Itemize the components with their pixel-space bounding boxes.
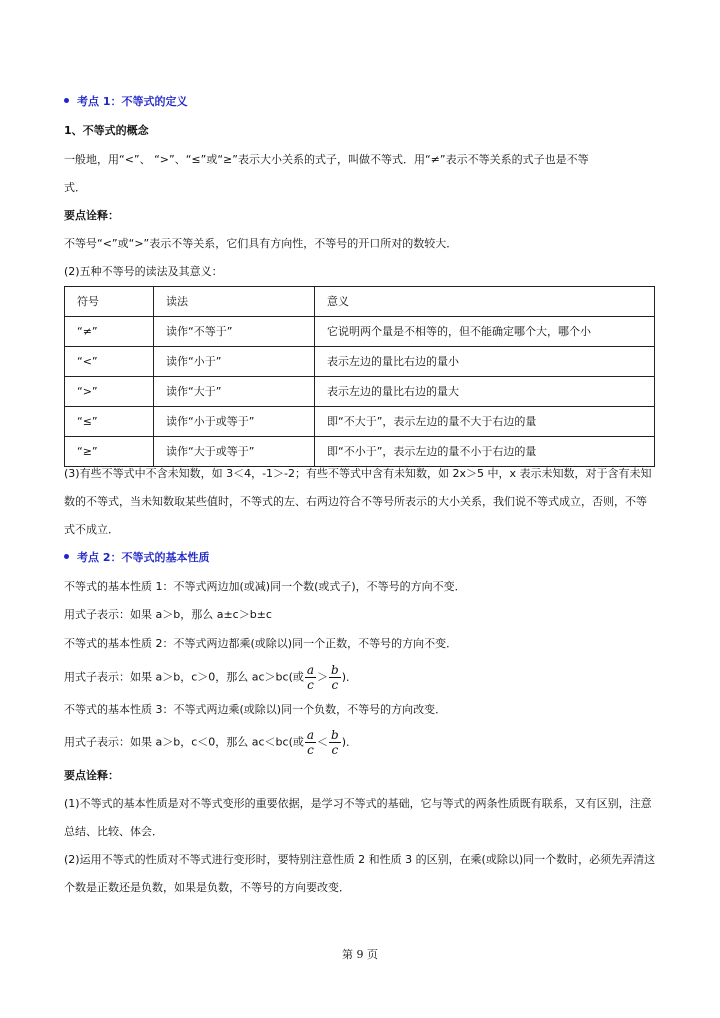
paragraph-3-line-3: 式不成立． (64, 523, 119, 536)
note-2-item-1-line-2: 总结、比较、体会． (64, 825, 163, 838)
table-header-cell: 意义 (315, 287, 655, 317)
note-2-item-1-line-1: (1)不等式的基本性质是对不等式变形的重要依据，是学习不等式的基础，它与等式的两条性质既有联系，又有区别，注意 (64, 797, 652, 810)
fraction-b-over-c: $\frac{b}{c}$ (331, 728, 339, 757)
table-cell-symbol: “≠” (65, 317, 154, 347)
table-cell-symbol: “≥” (65, 437, 154, 467)
note-2-heading: 要点诠释： (64, 769, 119, 782)
table-cell-reading: 读作“大于” (154, 377, 315, 407)
table-cell-meaning: 表示左边的量比右边的量小 (315, 347, 655, 377)
table-header-row (65, 287, 655, 317)
bullet-icon (64, 98, 69, 103)
definition-line-2: 式． (64, 181, 86, 194)
five-symbols-intro: (2)五种不等号的读法及其意义： (64, 265, 223, 278)
section-1-title: 1、不等式的概念 (64, 124, 149, 137)
table-cell-meaning: 即“不大于”，表示左边的量不大于右边的量 (315, 407, 655, 437)
table-header-cell: 读法 (154, 287, 315, 317)
fraction-a-over-c: $\frac{a}{c}$ (306, 728, 315, 757)
bullet-icon (64, 554, 69, 559)
note-2-item-2-line-2: 个数是正数还是负数，如果是负数，不等号的方向要改变． (64, 881, 350, 894)
table-cell-reading: 读作“小于或等于” (154, 407, 315, 437)
property-1-expression: 用式子表示：如果 a＞b，那么 a±c＞b±c (64, 608, 272, 621)
table-row (65, 407, 655, 437)
definition-line-1: 一般地，用“<”、 “>”、“≤”或“≥”表示大小关系的式子，叫做不等式．用“≠”表示不等关系的式子也是不等 (64, 153, 589, 166)
property-3-expression: 用式子表示：如果 a＞b，c＜0，那么 ac＜bc(或 $\frac{a}{c}$ ＜ $\frac{b}{c}$ )． (64, 728, 358, 757)
property-2-text: 不等式的基本性质 2：不等式两边都乘(或除以)同一个正数，不等号的方向不变． (64, 637, 458, 650)
table-cell-symbol: “≤” (65, 407, 154, 437)
table-cell-reading: 读作“小于” (154, 347, 315, 377)
key-point-2-heading (64, 551, 209, 565)
note-1-text: 不等号“<”或“>”表示不等关系，它们具有方向性，不等号的开口所对的数较大． (64, 237, 458, 250)
inequality-symbols-table (64, 286, 655, 467)
property-2-expression: 用式子表示：如果 a＞b，c＞0，那么 ac＞bc(或 $\frac{a}{c}$ ＞ $\frac{b}{c}$ )． (64, 663, 358, 692)
note-2-item-2-line-1: (2)运用不等式的性质对不等式进行变形时，要特别注意性质 2 和性质 3 的区别，在乘(或除以)同一个数时，必须先弄清这 (64, 853, 656, 866)
table-cell-meaning: 表示左边的量比右边的量大 (315, 377, 655, 407)
paragraph-3-line-2: 数的不等式，当未知数取某些值时，不等式的左、右两边符合不等号所表示的大小关系，我们说不等式成立，否则，不等 (64, 495, 647, 508)
fraction-b-over-c: $\frac{b}{c}$ (331, 663, 339, 692)
page-number: 第 9 页 (342, 948, 378, 961)
key-point-1-title: 考点 1：不等式的定义 (77, 95, 188, 108)
key-point-1-heading (64, 95, 187, 109)
property-1-text: 不等式的基本性质 1：不等式两边加(或减)同一个数(或式子)，不等号的方向不变． (64, 580, 466, 593)
table-row (65, 347, 655, 377)
key-point-2-title: 考点 2：不等式的基本性质 (77, 551, 210, 564)
table-cell-symbol: “>” (65, 377, 154, 407)
table-cell-meaning: 即“不小于”，表示左边的量不小于右边的量 (315, 437, 655, 467)
table-cell-symbol: “<” (65, 347, 154, 377)
table-cell-reading: 读作“不等于” (154, 317, 315, 347)
note-1-heading: 要点诠释： (64, 209, 119, 222)
table-row (65, 437, 655, 467)
fraction-a-over-c: $\frac{a}{c}$ (306, 663, 315, 692)
table-cell-meaning: 它说明两个量是不相等的，但不能确定哪个大，哪个小 (315, 317, 655, 347)
table-row (65, 317, 655, 347)
table-header-cell: 符号 (65, 287, 154, 317)
property-3-text: 不等式的基本性质 3：不等式两边乘(或除以)同一个负数，不等号的方向改变． (64, 703, 447, 716)
table-row (65, 377, 655, 407)
table-cell-reading: 读作“大于或等于” (154, 437, 315, 467)
paragraph-3-line-1: (3)有些不等式中不含未知数，如 3＜4，-1＞-2；有些不等式中含有未知数，如 2x＞5 中，x 表示未知数，对于含有未知 (64, 467, 652, 480)
